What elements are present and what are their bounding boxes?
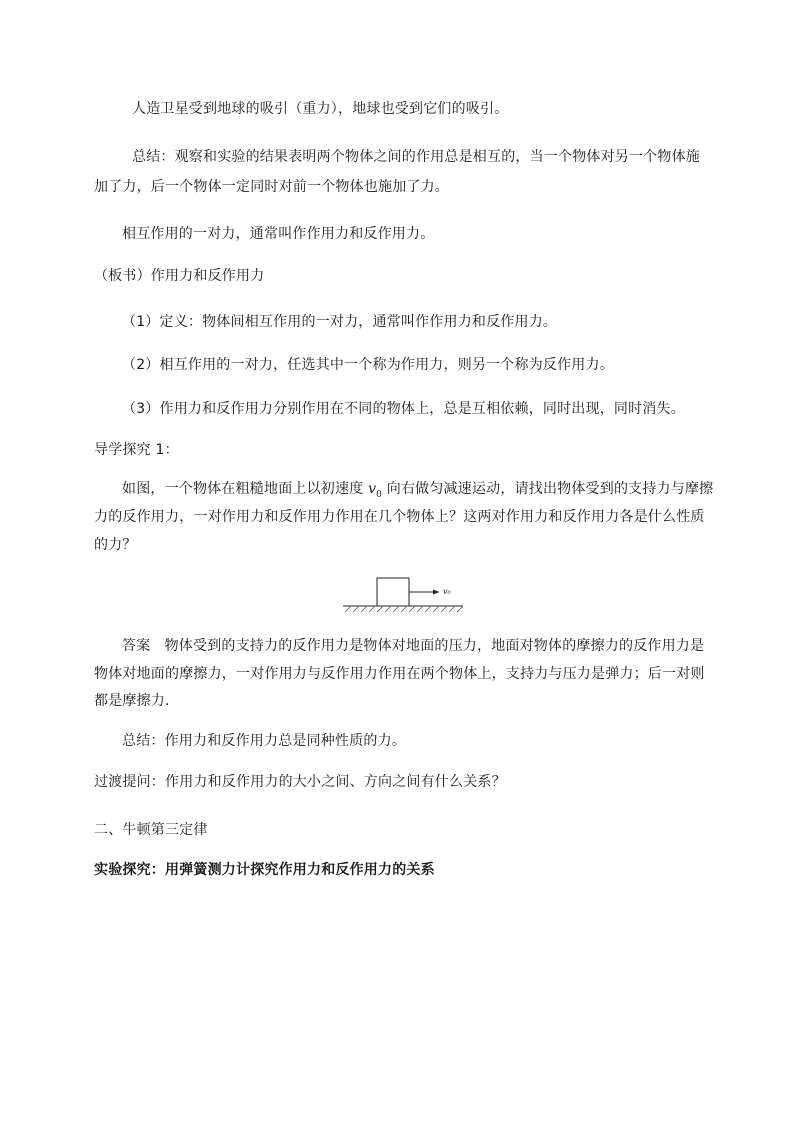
section-heading-newton-third-law: 二、牛顿第三定律 [94,822,208,838]
summary-same-nature: 总结：作用力和反作用力总是同种性质的力。 [122,733,406,749]
block-on-ground-figure [343,570,463,614]
inquiry-question-text-post: 向右做匀减速运动，请找出物体受到的支持力与摩擦 [382,481,714,497]
paragraph-summary-line-1: 总结：观察和实验的结果表明两个物体之间的作用总是相互的，当一个物体对另一个物体施 [132,149,700,165]
inquiry-question-line-1 [122,479,713,505]
velocity-label: v₀ [443,587,451,596]
ground-hatching [345,606,463,612]
answer-line-3: 都是摩擦力. [94,693,170,709]
experiment-heading: 实验探究：用弹簧测力计探究作用力和反作用力的关系 [94,862,435,878]
answer-line-2: 物体对地面的摩擦力，一对作用力与反作用力作用在两个物体上，支持力与压力是弹力；后一对则 [94,666,705,682]
guided-inquiry-heading: 导学探究 1： [94,442,179,458]
answer-line-1: 答案 物体受到的支持力的反作用力是物体对地面的压力，地面对物体的摩擦力的反作用力是 [122,638,705,654]
inquiry-question-line-2: 力的反作用力，一对作用力和反作用力作用在几个物体上？这两对作用力和反作用力各是什么性质 [94,509,705,525]
paragraph-summary-line-2: 加了力，后一个物体一定同时对前一个物体也施加了力。 [94,179,449,195]
transition-question: 过渡提问：作用力和反作用力的大小之间、方向之间有什么关系？ [94,774,506,790]
paragraph-interaction-pair: 相互作用的一对力，通常叫作作用力和反作用力。 [122,226,435,242]
velocity-arrow-head-icon [433,590,439,595]
inquiry-question-text-pre: 如图，一个物体在粗糙地面上以初速度 [122,481,369,497]
block-rect [377,578,409,606]
blackboard-heading: （板书）作用力和反作用力 [94,268,265,284]
definition-item-3: （3）作用力和反作用力分别作用在不同的物体上，总是互相依赖，同时出现，同时消失。 [122,401,685,417]
definition-item-1: （1）定义：物体间相互作用的一对力，通常叫作作用力和反作用力。 [122,314,558,330]
inquiry-question-line-3: 的力？ [94,537,137,553]
initial-velocity-symbol: $v_0$ [368,481,383,500]
paragraph-satellite: 人造卫星受到地球的吸引（重力），地球也受到它们的吸引。 [132,101,509,117]
definition-item-2: （2）相互作用的一对力，任选其中一个称为作用力，则另一个称为反作用力。 [122,357,614,373]
